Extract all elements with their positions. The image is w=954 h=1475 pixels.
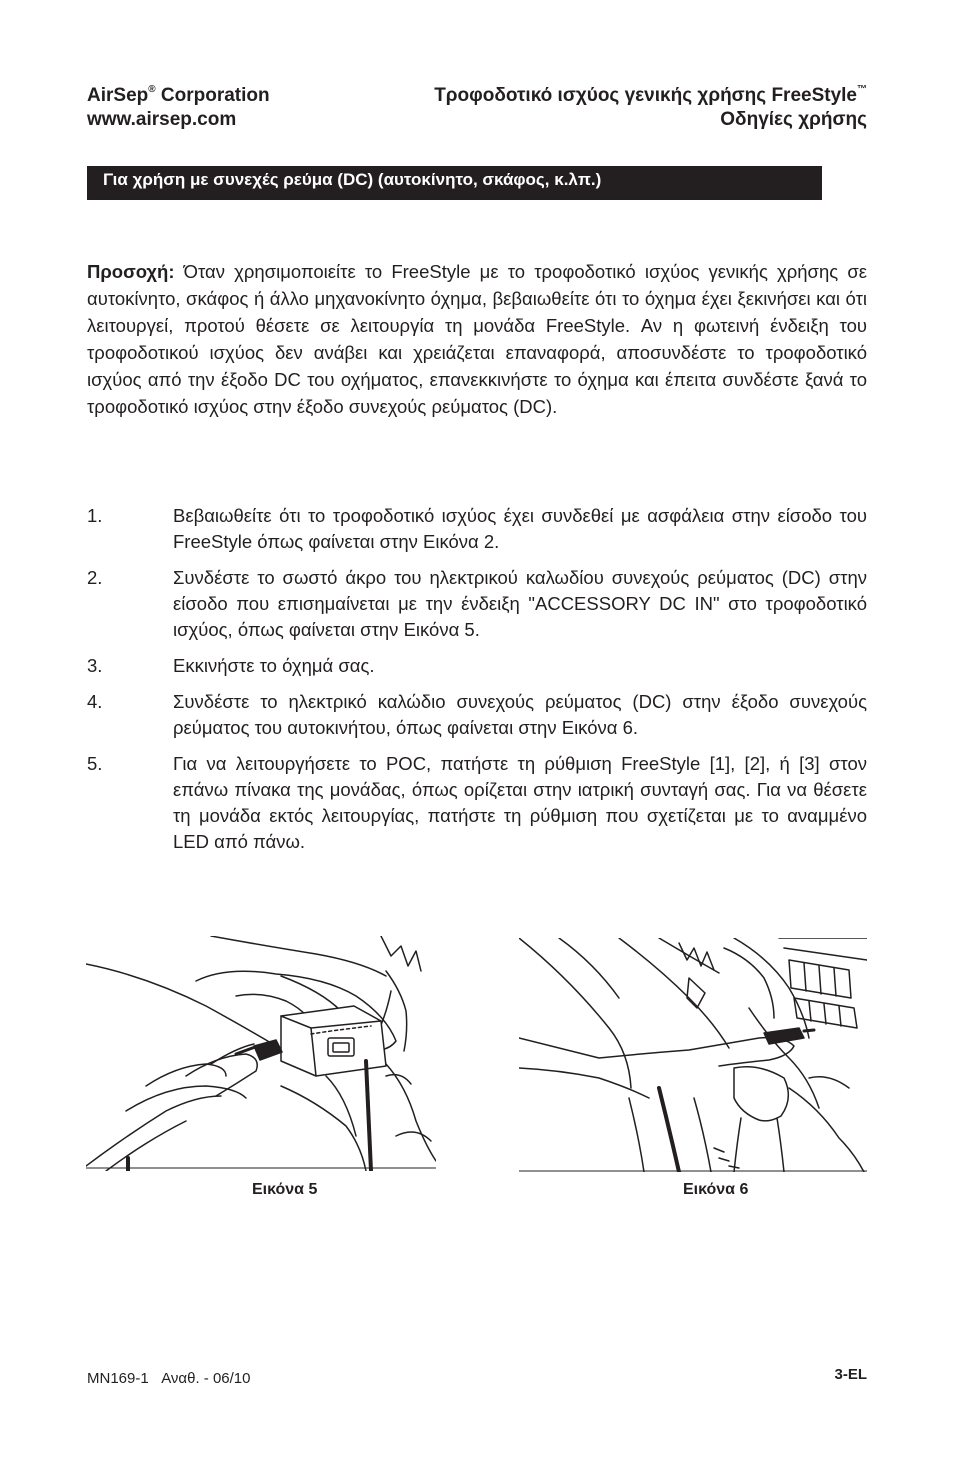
- caution-text: Όταν χρησιμοποιείτε το FreeStyle με το τροφοδοτικό ισχύος γενικής χρήσης σε αυτοκίνητο, σκάφος ή άλλο μηχανοκίνητο όχημα, βεβαιωθείτε ότι το όχημα έχει ξεκινήσει και ότι λειτουργεί, προτού θέσετε σε λειτουργία τη μονάδα FreeStyle. Αν η φωτεινή ένδειξη του τροφοδοτικού ισχύος δεν ανάβει και χρειάζεται επαναφορά, αποσυνδέστε το τροφοδοτικό ισχύος από την έξοδο DC του οχήματος, επανεκκινήστε το όχημα και έπειτα συνδέστε ξανά το τροφοδοτικό ισχύος στην έξοδο συνεχούς ρεύματος (DC).: [87, 261, 867, 417]
- step-number: 3.: [87, 655, 103, 676]
- figure-5-caption: Εικόνα 5: [252, 1181, 318, 1198]
- step-text: Για να λειτουργήσετε το POC, πατήστε τη ρύθμιση FreeStyle [1], [2], ή [3] στον επάνω πίνακα της μονάδας, όπως ορίζεται στην ιατρική συνταγή σας. Για να θέσετε τη μονάδα εκτός λειτουργίας, πατήστε τη ρύθμιση που σχετίζεται με το αναμμένο LED από πάνω.: [173, 753, 867, 852]
- company-name: AirSep® Corporation: [87, 83, 270, 106]
- list-item: [87, 503, 867, 555]
- list-item: [87, 751, 867, 855]
- figure-5-illustration: [86, 936, 436, 1171]
- page-number: 3-EL: [834, 1366, 867, 1383]
- step-number: 2.: [87, 567, 103, 588]
- step-text: Εκκινήστε το όχημά σας.: [173, 655, 375, 676]
- section-banner: Για χρήση με συνεχές ρεύμα (DC) (αυτοκίνητο, σκάφος, κ.λπ.): [87, 166, 822, 200]
- document-code: MN169-1 Αναθ. - 06/10: [87, 1370, 251, 1387]
- document-title: Τροφοδοτικό ισχύος γενικής χρήσης FreeStyle™: [434, 83, 867, 106]
- step-number: 5.: [87, 753, 103, 774]
- caution-label: Προσοχή:: [87, 261, 175, 282]
- list-item: [87, 565, 867, 643]
- step-text: Συνδέστε το σωστό άκρο του ηλεκτρικού καλωδίου συνεχούς ρεύματος (DC) στην είσοδο που επισημαίνεται με την ένδειξη "ACCESSORY DC IN" στο τροφοδοτικό ισχύος, όπως φαίνεται στην Εικόνα 5.: [173, 567, 867, 640]
- step-number: 1.: [87, 505, 103, 526]
- step-text: Βεβαιωθείτε ότι το τροφοδοτικό ισχύος έχει συνδεθεί με ασφάλεια στην είσοδο του FreeStyle όπως φαίνεται στην Εικόνα 2.: [173, 505, 867, 552]
- step-number: 4.: [87, 691, 103, 712]
- header-right: [434, 84, 867, 132]
- company-website: www.airsep.com: [87, 109, 237, 130]
- figure-6-illustration: [519, 938, 867, 1172]
- step-text: Συνδέστε το ηλεκτρικό καλώδιο συνεχούς ρεύματος (DC) στην έξοδο συνεχούς ρεύματος του αυτοκινήτου, όπως φαίνεται στην Εικόνα 6.: [173, 691, 867, 738]
- list-item: [87, 689, 867, 741]
- caution-paragraph: [87, 258, 867, 420]
- header-left: [87, 84, 270, 132]
- document-subtitle: Οδηγίες χρήσης: [720, 109, 867, 130]
- instruction-steps: [87, 503, 867, 865]
- figure-6-caption: Εικόνα 6: [683, 1181, 749, 1198]
- list-item: [87, 653, 867, 679]
